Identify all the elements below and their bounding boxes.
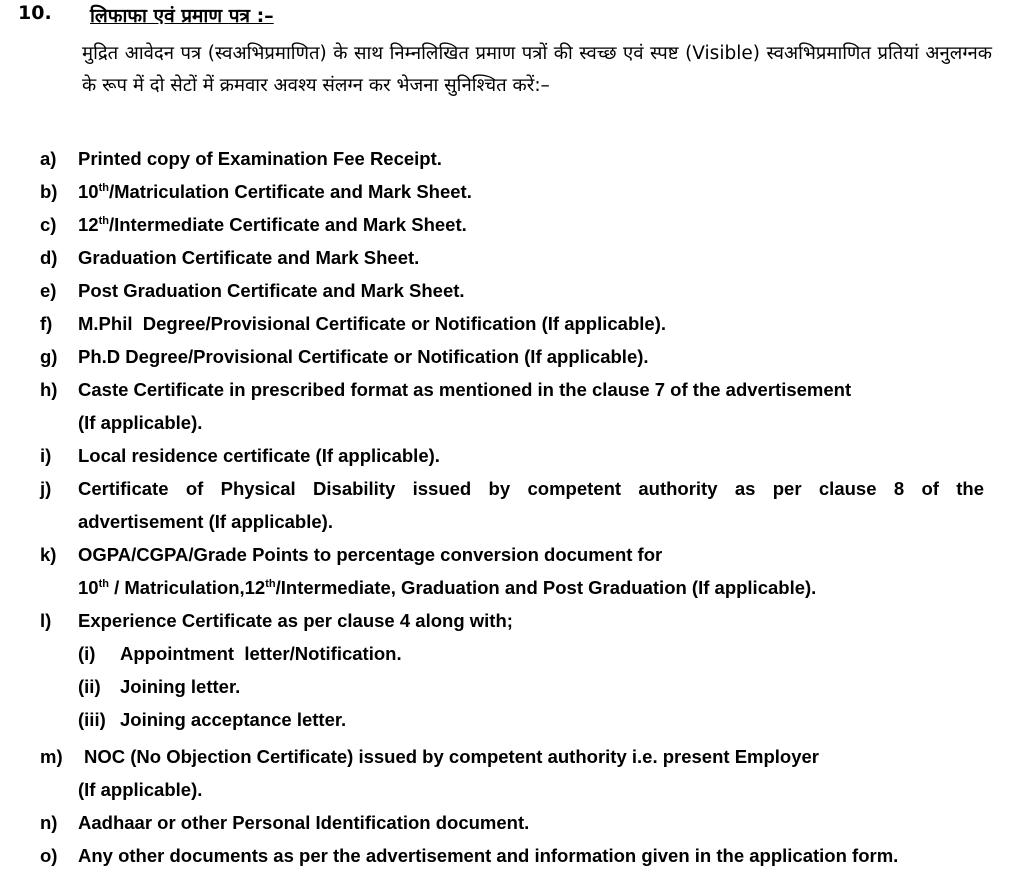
- sub-list-marker: (i): [78, 643, 96, 664]
- list-item-text: Post Graduation Certificate and Mark Sheet.: [78, 280, 465, 301]
- list-marker: f): [40, 313, 53, 334]
- list-marker: d): [40, 247, 58, 268]
- list-item-text-continued: (If applicable).: [78, 779, 203, 800]
- sub-list-marker: (iii): [78, 709, 106, 730]
- list-item-text: Experience Certificate as per clause 4 along with;: [78, 610, 513, 631]
- list-item-text: 12th/Intermediate Certificate and Mark Sheet.: [78, 214, 467, 235]
- intro-paragraph: मुद्रित आवेदन पत्र (स्वअभिप्रमाणित) के साथ निम्नलिखित प्रमाण पत्रों की स्वच्छ एवं स्पष्ट (Visible) स्वअभिप्रमाणित प्रतियां अनुलग्नक के रूप में दो सेटों में क्रमवार अवश्य संलग्न कर भेजना सुनिश्चित करें:–: [82, 43, 992, 96]
- list-marker: j): [40, 478, 52, 499]
- list-item-text-continued: advertisement (If applicable).: [78, 511, 333, 532]
- list-item-text: Any other documents as per the advertisement and information given in the application form.: [78, 845, 899, 866]
- list-item-text: Aadhaar or other Personal Identification document.: [78, 812, 530, 833]
- list-item-text-continued: 10th / Matriculation,12th/Intermediate, Graduation and Post Graduation (If applicable).: [78, 577, 817, 598]
- list-marker: b): [40, 181, 58, 202]
- list-marker: c): [40, 214, 57, 235]
- list-marker: g): [40, 346, 58, 367]
- sub-list-text: Appointment letter/Notification.: [120, 643, 402, 664]
- sub-list-text: Joining letter.: [120, 676, 241, 697]
- list-marker: a): [40, 148, 57, 169]
- sub-list-text: Joining acceptance letter.: [120, 709, 347, 730]
- list-item-text: Local residence certificate (If applicable).: [78, 445, 440, 466]
- list-marker: i): [40, 445, 52, 466]
- list-marker: k): [40, 544, 57, 565]
- list-item-text: 10th/Matriculation Certificate and Mark Sheet.: [78, 181, 472, 202]
- list-marker: n): [40, 812, 58, 833]
- section-number: 10.: [18, 2, 52, 24]
- list-item-text: Ph.D Degree/Provisional Certificate or Notification (If applicable).: [78, 346, 649, 367]
- list-item-text: Caste Certificate in prescribed format as mentioned in the clause 7 of the advertisement: [78, 379, 852, 400]
- list-marker: m): [40, 746, 63, 767]
- list-marker: o): [40, 845, 58, 866]
- list-item-text: Certificate of Physical Disability issued by competent authority as per clause 8 of the: [78, 478, 984, 499]
- list-marker: h): [40, 379, 58, 400]
- list-item-text: OGPA/CGPA/Grade Points to percentage conversion document for: [78, 544, 663, 565]
- list-item-text-continued: (If applicable).: [78, 412, 203, 433]
- list-item-text: Printed copy of Examination Fee Receipt.: [78, 148, 442, 169]
- list-item-text: NOC (No Objection Certificate) issued by competent authority i.e. present Employer: [84, 746, 819, 767]
- section-title: लिफाफा एवं प्रमाण पत्र :–: [90, 5, 274, 27]
- list-marker: l): [40, 610, 52, 631]
- list-marker: e): [40, 280, 57, 301]
- sub-list-marker: (ii): [78, 676, 101, 697]
- list-item-text: M.Phil Degree/Provisional Certificate or Notification (If applicable).: [78, 313, 666, 334]
- list-item-text: Graduation Certificate and Mark Sheet.: [78, 247, 420, 268]
